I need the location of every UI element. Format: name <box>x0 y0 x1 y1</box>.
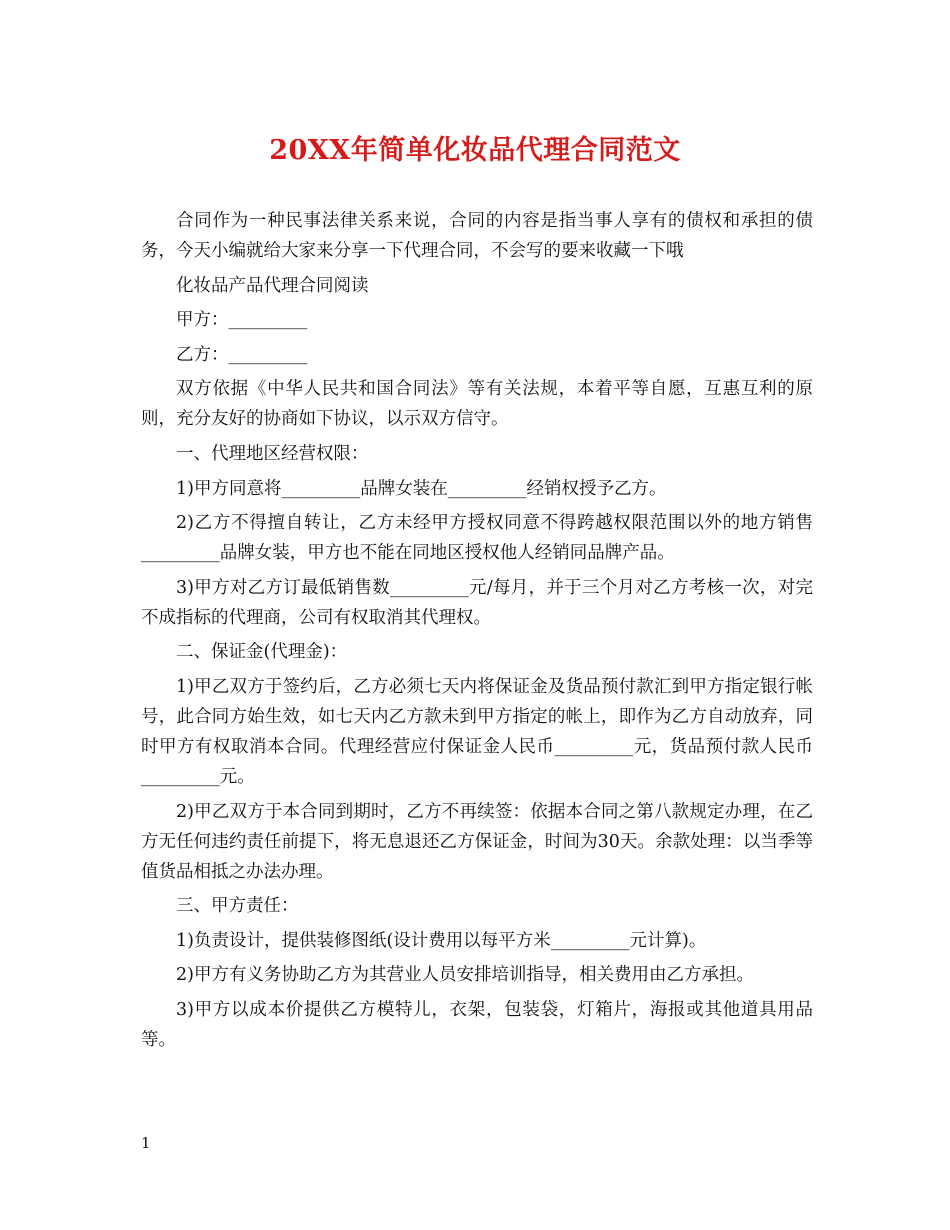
party-a-line: 甲方：_________ <box>176 310 308 331</box>
clause-deposit-1: 1)甲乙双方于签约后，乙方必须七天内将保证金及货品预付款汇到甲方指定银行帐号，此合同方始生效，如七天内乙方款未到甲方指定的帐上，即作为乙方自动放弃，同时甲方有权取消本合同。代理经营应付保证金人民币_________元，货品预付款人民币_________元。 <box>141 676 813 787</box>
clause-territory-3: 3)甲方对乙方订最低销售数_________元/每月，并于三个月对乙方考核一次，对完不成指标的代理商，公司有权取消其代理权。 <box>141 577 813 628</box>
section-heading-party-a-duties: 三、甲方责任： <box>176 896 299 917</box>
clause-deposit-2: 2)甲乙双方于本合同到期时，乙方不再续签：依据本合同之第八款规定办理，在乙方无任何违约责任前提下，将无息退还乙方保证金，时间为30天。余款处理：以当季等值货品相抵之办法办理。 <box>141 801 813 882</box>
party-b-line: 乙方：_________ <box>176 344 308 365</box>
intro-paragraph: 合同作为一种民事法律关系来说，合同的内容是指当事人享有的债权和承担的债务，今天小编就给大家来分享一下代理合同，不会写的要来收藏一下哦 <box>141 211 813 261</box>
section-heading-territory: 一、代理地区经营权限： <box>176 443 369 464</box>
document-body <box>141 206 813 1060</box>
document-title: 20XX年简单化妆品代理合同范文 <box>269 135 681 166</box>
section-heading-deposit: 二、保证金(代理金)： <box>176 642 348 663</box>
section-heading-reading: 化妆品产品代理合同阅读 <box>176 275 369 296</box>
clause-territory-2: 2)乙方不得擅自转让，乙方未经甲方授权同意不得跨越权限范围以外的地方销售_________品牌女装，甲方也不能在同地区授权他人经销同品牌产品。 <box>141 513 813 564</box>
clause-party-a-2: 2)甲方有义务协助乙方为其营业人员安排培训指导，相关费用由乙方承担。 <box>176 965 754 986</box>
clause-party-a-1: 1)负责设计，提供装修图纸(设计费用以每平方米_________元计算)。 <box>176 930 707 951</box>
clause-territory-1: 1)甲方同意将_________品牌女装在_________经销权授予乙方。 <box>176 478 667 499</box>
page-number: 1 <box>141 1134 151 1152</box>
agreement-basis-paragraph: 双方依据《中华人民共和国合同法》等有关法规，本着平等自愿，互惠互利的原则，充分友好的协商如下协议，以示双方信守。 <box>141 379 813 430</box>
clause-party-a-3: 3)甲方以成本价提供乙方模特儿，衣架，包装袋，灯箱片，海报或其他道具用品等。 <box>141 999 813 1050</box>
